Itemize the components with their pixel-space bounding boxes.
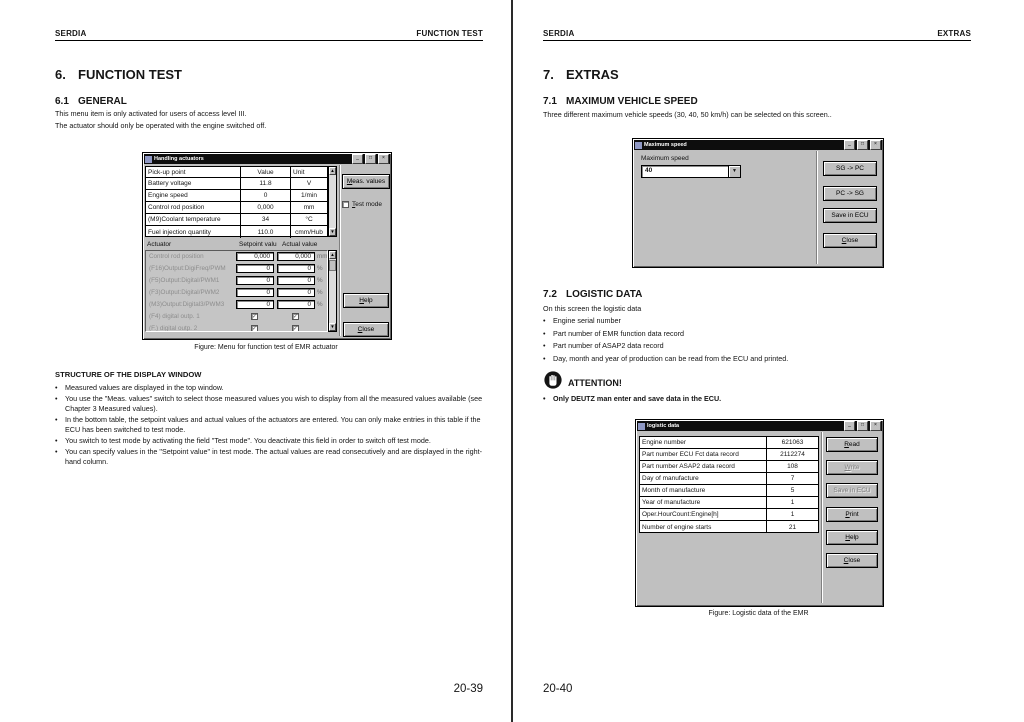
scrollbar[interactable] xyxy=(328,166,337,237)
list-item: • In the bottom table, the setpoint values and actual values of the actuators are entered. You can only make entries in this table if the ECU has been switched to test mode. xyxy=(55,415,481,434)
panel-divider xyxy=(339,165,341,336)
actuator-table xyxy=(145,250,328,332)
setpoint-input[interactable]: 0,000 xyxy=(236,252,274,261)
actuator-row: (F3)Output:Digital/PWM2 0 0 % xyxy=(149,289,323,296)
close-button[interactable]: Close xyxy=(823,233,877,248)
intro-paragraph: This menu item is only activated for users of access level III. The actuator should only be operated with the engine switched off. xyxy=(55,109,267,130)
table-row: Engine speed 0 1/min xyxy=(146,190,327,202)
page-divider xyxy=(511,0,513,722)
meas-values-button[interactable]: Meas. values xyxy=(342,174,390,189)
close-icon[interactable]: × xyxy=(870,421,881,431)
window-icon xyxy=(635,142,642,149)
test-mode-label: Test mode xyxy=(352,201,382,208)
max-speed-label: Maximum speed xyxy=(641,155,689,162)
attention-bullet: • Only DEUTZ man enter and save data in the ECU. xyxy=(543,394,722,403)
setpoint-input[interactable]: 0 xyxy=(236,264,274,273)
scrollbar-thumb[interactable] xyxy=(329,260,336,271)
scroll-down-icon[interactable]: ▼ xyxy=(330,324,335,329)
intro-paragraph: Three different maximum vehicle speeds (30, 40, 50 km/h) can be selected on this screen.. xyxy=(543,110,832,119)
pc-to-sg-button[interactable]: PC -> SG xyxy=(823,186,877,201)
actuator-row: (M3)Output:Digital3/PWM3 0 0 % xyxy=(149,301,323,308)
actual-value-field: 0 xyxy=(277,288,315,297)
maximize-icon[interactable]: □ xyxy=(857,421,868,431)
hand-stop-icon xyxy=(544,371,562,389)
chevron-down-icon[interactable]: ▼ xyxy=(728,166,740,177)
maximum-speed-dialog xyxy=(632,138,884,268)
list-item: • Measured values are displayed in the top window. xyxy=(55,383,224,392)
bullet-icon: • xyxy=(543,316,546,325)
actual-value-field: 0 xyxy=(277,264,315,273)
table-row: Part number ECU Fct data record 2112274 xyxy=(640,449,818,461)
attention-title: ATTENTION! xyxy=(568,378,622,388)
minimize-icon[interactable]: _ xyxy=(352,154,363,164)
maximize-icon[interactable]: □ xyxy=(365,154,376,164)
column-header: Value xyxy=(241,167,291,177)
bullet-icon: • xyxy=(55,383,58,392)
write-button: Write xyxy=(826,460,878,475)
table-row: Number of engine starts 21 xyxy=(640,521,818,533)
subsection-number: 7.1 xyxy=(543,96,557,107)
subsection-heading xyxy=(543,96,698,107)
actuator-row: (F.) digital outp. 2 ✓ ✓ xyxy=(149,325,299,332)
title-bar xyxy=(637,421,882,431)
structure-bullets xyxy=(55,383,487,468)
subsection-title: GENERAL xyxy=(78,96,127,107)
list-item: • Part number of ASAP2 data record xyxy=(543,341,664,351)
table-row: Year of manufacture 1 xyxy=(640,497,818,509)
page-number: 20-40 xyxy=(543,683,573,695)
minimize-icon[interactable]: _ xyxy=(844,421,855,431)
actuator-column-header: Actuator xyxy=(147,241,172,248)
table-row: Fuel injection quantity 110.0 cmm/Hub xyxy=(146,226,327,238)
actual-checkbox: ✓ xyxy=(293,314,299,320)
actuator-row: Control rod position 0,000 0,000 mm xyxy=(149,253,328,260)
setpoint-input[interactable]: 0 xyxy=(236,300,274,309)
selected-value: 40 xyxy=(645,167,653,174)
logistic-table xyxy=(639,436,819,533)
list-item: • Engine serial number xyxy=(543,316,621,325)
minimize-icon[interactable]: _ xyxy=(844,140,855,150)
scrollbar[interactable] xyxy=(328,250,337,332)
sg-to-pc-button[interactable]: SG -> PC xyxy=(823,161,877,176)
table-row: (M9)Coolant temperature 34 °C xyxy=(146,214,327,226)
actuator-row: (F16)Output:DigiFreq/PWM 0 0 % xyxy=(149,265,323,272)
window-icon xyxy=(145,156,152,163)
window-title: Maximum speed xyxy=(644,142,687,148)
close-button[interactable]: Close xyxy=(343,322,389,337)
read-button[interactable]: Read xyxy=(826,437,878,452)
section-title: FUNCTION TEST xyxy=(78,67,182,82)
window-title: logistic data xyxy=(647,423,680,429)
list-item: • You switch to test mode by activating the field "Test mode". You deactivate this field in order to switch off test mode. xyxy=(55,436,431,446)
list-item: • Part number of EMR function data record xyxy=(543,328,685,338)
bullet-icon: • xyxy=(543,328,546,338)
panel-divider xyxy=(821,432,823,603)
logistic-bullets xyxy=(543,316,975,367)
running-header-right: EXTRAS xyxy=(937,29,971,38)
bullet-icon: • xyxy=(55,415,58,425)
actual-checkbox: ✓ xyxy=(293,326,299,332)
logistic-data-dialog xyxy=(635,419,884,607)
subsection-number: 6.1 xyxy=(55,96,69,107)
title-bar xyxy=(144,154,390,164)
actual-value-field: 0,000 xyxy=(277,252,315,261)
setpoint-input[interactable]: 0 xyxy=(236,288,274,297)
section-heading xyxy=(55,67,182,82)
list-item: • Day, month and year of production can be read from the ECU and printed. xyxy=(543,354,789,364)
figure-caption: Figure: Logistic data of the EMR xyxy=(708,610,809,617)
bullet-icon: • xyxy=(543,394,546,403)
save-in-ecu-button: Save in ECU xyxy=(826,483,878,498)
window-title: Handling actuators xyxy=(154,156,204,162)
logistic-intro: On this screen the logistic data xyxy=(543,304,642,313)
actual-column-header: Actual value xyxy=(282,241,318,248)
running-header-right: FUNCTION TEST xyxy=(416,29,483,38)
bullet-icon: • xyxy=(543,341,546,351)
table-row: Battery voltage 11.8 V xyxy=(146,178,327,190)
setpoint-column-header: Setpoint valu xyxy=(239,241,277,248)
header-rule xyxy=(55,40,483,41)
subsection-number: 7.2 xyxy=(543,289,557,300)
section-number: 7. xyxy=(543,67,554,82)
handling-actuators-dialog xyxy=(142,152,392,340)
section-title: EXTRAS xyxy=(566,67,619,82)
table-row: Month of manufacture 5 xyxy=(640,485,818,497)
setpoint-checkbox[interactable]: ✓ xyxy=(252,314,258,320)
list-item: • You can specify values in the "Setpoint value" in test mode. The actual values are read consecutively and are displayed in the right-hand column. xyxy=(55,447,483,466)
maximize-icon[interactable]: □ xyxy=(857,140,868,150)
print-button[interactable]: Print xyxy=(826,507,878,522)
table-row: Control rod position 0,000 mm xyxy=(146,202,327,214)
actuator-row: (F4) digital outp. 1 ✓ ✓ xyxy=(149,313,299,320)
column-header: Pick-up point xyxy=(146,167,241,177)
actual-value-field: 0 xyxy=(277,300,315,309)
running-header-left: SERDIA xyxy=(543,29,575,38)
table-row: Oper.HourCount:Engine[h] 1 xyxy=(640,509,818,521)
scroll-up-icon[interactable]: ▲ xyxy=(330,252,335,257)
help-button[interactable]: Help xyxy=(343,293,389,308)
column-header: Unit xyxy=(293,168,305,176)
subsection-heading xyxy=(543,289,642,300)
actuator-row: (F5)Output:Digital/PWM1 0 0 % xyxy=(149,277,323,284)
scroll-down-icon[interactable]: ▼ xyxy=(330,229,335,234)
section-heading xyxy=(543,67,619,82)
close-button[interactable]: Close xyxy=(826,553,878,568)
running-header-left: SERDIA xyxy=(55,29,87,38)
subsection-title: MAXIMUM VEHICLE SPEED xyxy=(566,96,698,107)
max-speed-select[interactable] xyxy=(641,165,741,178)
table-row: Engine number 621063 xyxy=(640,437,818,449)
help-button[interactable]: Help xyxy=(826,530,878,545)
actual-value-field: 0 xyxy=(277,276,315,285)
bullet-icon: • xyxy=(55,436,58,446)
title-bar xyxy=(634,140,882,150)
panel-divider xyxy=(816,151,818,264)
setpoint-input[interactable]: 0 xyxy=(236,276,274,285)
header-rule xyxy=(543,40,971,41)
structure-heading: STRUCTURE OF THE DISPLAY WINDOW xyxy=(55,370,202,379)
subsection-title: LOGISTIC DATA xyxy=(566,289,643,300)
figure-caption: Figure: Menu for function test of EMR actuator xyxy=(194,344,338,351)
bullet-icon: • xyxy=(55,394,58,404)
page-number: 20-39 xyxy=(453,683,483,695)
table-row: Day of manufacture 7 xyxy=(640,473,818,485)
subsection-heading xyxy=(55,96,127,107)
close-icon[interactable]: × xyxy=(870,140,881,150)
test-mode-checkbox[interactable] xyxy=(342,201,349,208)
window-icon xyxy=(638,423,645,430)
measured-values-table xyxy=(145,166,328,237)
bullet-icon: • xyxy=(543,354,546,364)
table-row: Part number ASAP2 data record 108 xyxy=(640,461,818,473)
section-number: 6. xyxy=(55,67,66,82)
list-item: • You use the "Meas. values" switch to select those measured values you wish to display from all the measured values available (see Chapter 3 Measured values). xyxy=(55,394,483,413)
close-icon[interactable]: × xyxy=(378,154,389,164)
save-in-ecu-button[interactable]: Save in ECU xyxy=(823,208,877,223)
bullet-icon: • xyxy=(55,447,58,457)
scroll-up-icon[interactable]: ▲ xyxy=(330,168,335,173)
setpoint-checkbox[interactable]: ✓ xyxy=(252,326,258,332)
